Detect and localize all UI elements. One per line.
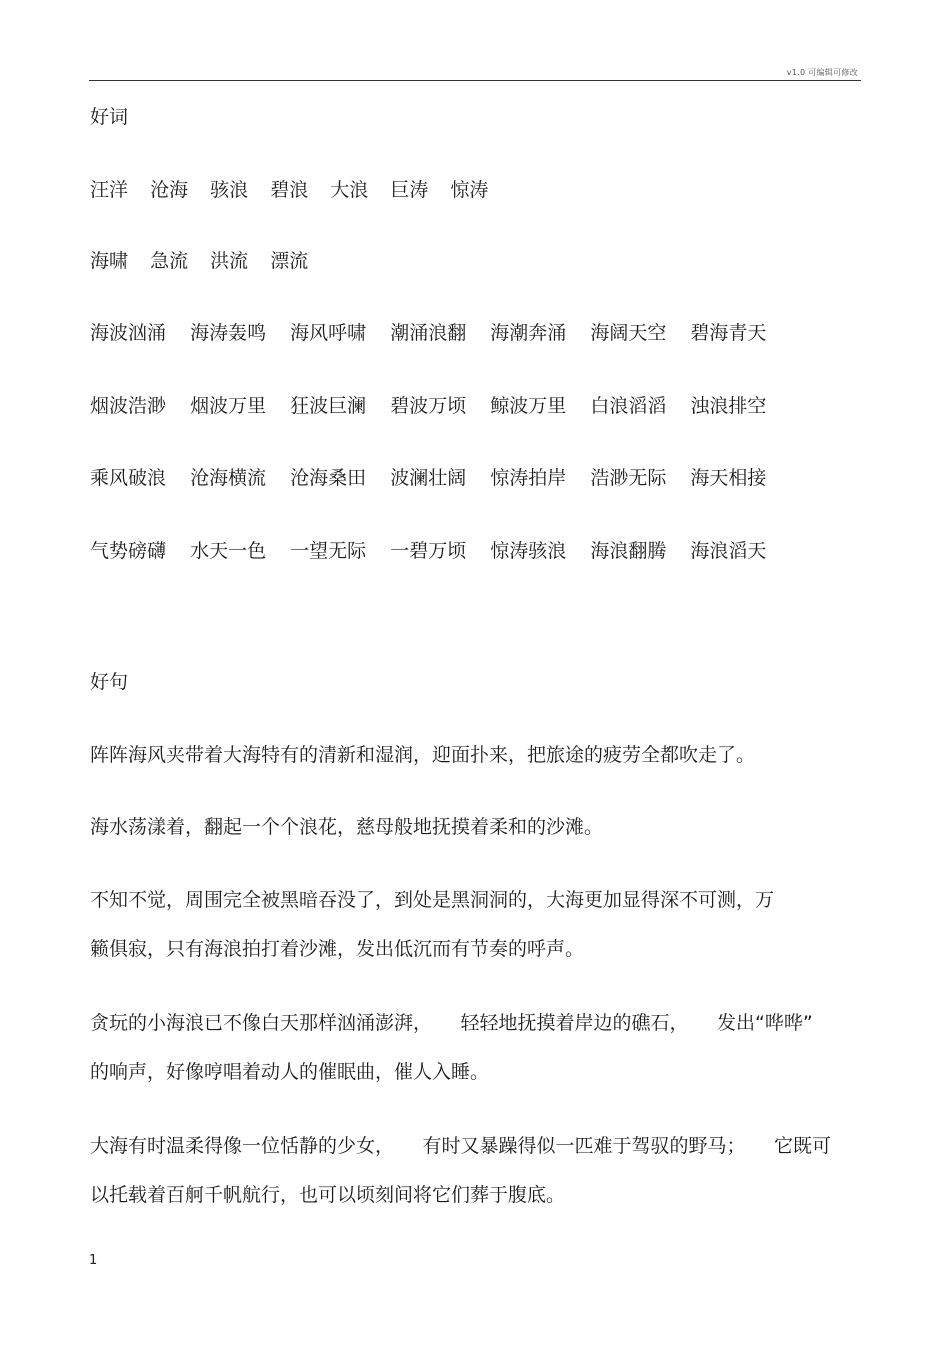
word: 烟波万里	[190, 395, 267, 417]
word: 海波汹涌	[90, 322, 167, 344]
word: 沧海	[150, 179, 189, 201]
word: 洪流	[210, 250, 249, 272]
word: 惊涛	[450, 179, 489, 201]
word: 波澜壮阔	[390, 467, 467, 489]
sentence-line: 的响声，好像哼唱着动人的催眠曲，催人入睡。	[90, 1061, 490, 1083]
word: 沧海桑田	[290, 467, 367, 489]
sentence-line: 贪玩的小海浪已不像白天那样汹涌澎湃， 轻轻地抚摸着岸边的礁石， 发出“哗哗”	[90, 1012, 813, 1034]
word: 碧海青天	[690, 322, 767, 344]
word: 潮涌浪翻	[390, 322, 467, 344]
header-version-note: v1.0 可编辑可修改	[786, 68, 858, 77]
word: 鲸波万里	[490, 395, 567, 417]
word: 一碧万顷	[390, 540, 467, 562]
word-row	[90, 539, 784, 563]
word: 气势磅礴	[90, 540, 167, 562]
word-row	[90, 394, 784, 418]
word: 海阔天空	[590, 322, 667, 344]
word: 巨涛	[390, 179, 429, 201]
sentence-line: 阵阵海风夹带着大海特有的清新和湿润，迎面扑来，把旅途的疲劳全都吹走了。	[90, 744, 756, 766]
word: 一望无际	[290, 540, 367, 562]
word: 海浪翻腾	[590, 540, 667, 562]
word: 沧海横流	[190, 467, 267, 489]
word: 惊涛拍岸	[490, 467, 567, 489]
word: 烟波浩渺	[90, 395, 167, 417]
sentence-line: 大海有时温柔得像一位恬静的少女， 有时又暴躁得似一匹难于驾驭的野马； 它既可	[90, 1135, 832, 1157]
word: 碧波万顷	[390, 395, 467, 417]
word: 海潮奔涌	[490, 322, 567, 344]
sentence-line: 海水荡漾着，翻起一个个浪花，慈母般地抚摸着柔和的沙滩。	[90, 816, 604, 838]
word: 惊涛骇浪	[490, 540, 567, 562]
sentence-line: 籁俱寂，只有海浪拍打着沙滩，发出低沉而有节奏的呼声。	[90, 938, 585, 960]
word-row	[90, 249, 324, 273]
word: 大浪	[330, 179, 369, 201]
word: 乘风破浪	[90, 467, 167, 489]
word: 海天相接	[690, 467, 767, 489]
word: 浊浪排空	[690, 395, 767, 417]
word: 海风呼啸	[290, 322, 367, 344]
word: 急流	[150, 250, 189, 272]
sentence-line: 不知不觉，周围完全被黑暗吞没了，到处是黑洞洞的，大海更加显得深不可测，万	[90, 889, 775, 911]
word: 狂波巨澜	[290, 395, 367, 417]
word: 漂流	[270, 250, 309, 272]
word: 汪洋	[90, 179, 129, 201]
word: 浩渺无际	[590, 467, 667, 489]
word: 海啸	[90, 250, 129, 272]
word: 海浪滔天	[690, 540, 767, 562]
word-row	[90, 321, 784, 345]
word-row	[90, 466, 784, 490]
header-divider	[89, 80, 861, 81]
word: 白浪滔滔	[590, 395, 667, 417]
sentence-line: 以托载着百舸千帆航行，也可以顷刻间将它们葬于腹底。	[90, 1184, 566, 1206]
word: 骇浪	[210, 179, 249, 201]
word: 碧浪	[270, 179, 309, 201]
word: 水天一色	[190, 540, 267, 562]
good-words-heading: 好词	[90, 106, 129, 128]
good-sentences-heading: 好句	[90, 671, 129, 693]
page-number: 1	[89, 1253, 98, 1268]
word-row	[90, 178, 504, 202]
word: 海涛轰鸣	[190, 322, 267, 344]
